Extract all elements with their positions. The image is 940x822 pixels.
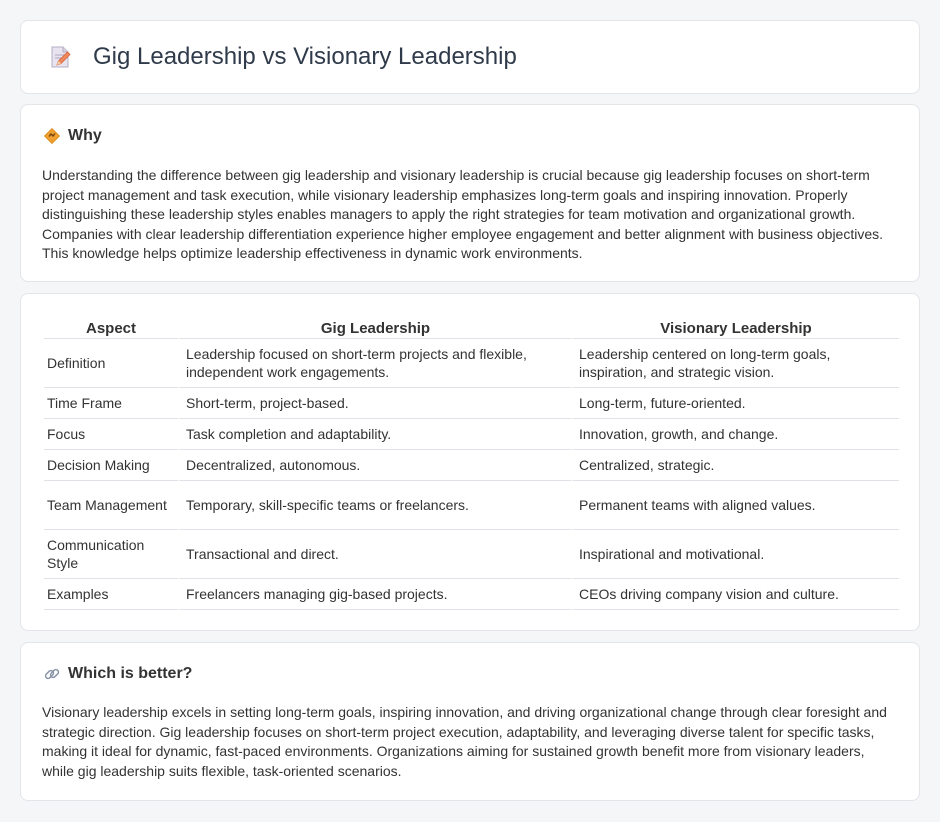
aspect-cell: Decision Making bbox=[44, 450, 178, 481]
aspect-cell: Team Management bbox=[44, 481, 178, 530]
comparison-table bbox=[44, 316, 899, 610]
gig-cell: Transactional and direct. bbox=[178, 530, 571, 579]
visionary-cell: Innovation, growth, and change. bbox=[571, 419, 899, 450]
link-icon bbox=[43, 665, 61, 683]
visionary-cell: Permanent teams with aligned values. bbox=[571, 481, 899, 530]
column-header-gig-leadership: Gig Leadership bbox=[178, 316, 571, 339]
why-text: Understanding the difference between gig leadership and visionary leadership is crucial because gig leadership focuses on short-term project management and task execution, while visionary leadership emphasizes long-term goals and inspiring innovation. Properly distinguishing these leadership styles enables managers to apply the right strategies for team motivation and organizational growth. Companies with clear leadership differentiation experience higher employee engagement and better alignment with business objectives. This knowledge helps optimize leadership effectiveness in dynamic work environments. bbox=[42, 167, 884, 261]
page-title: Gig Leadership vs Visionary Leadership bbox=[93, 43, 517, 70]
gig-cell: Decentralized, autonomous. bbox=[178, 450, 571, 481]
table-row bbox=[44, 388, 899, 419]
why-section bbox=[20, 104, 920, 282]
aspect-cell: Communication Style bbox=[44, 530, 178, 579]
aspect-cell: Focus bbox=[44, 419, 178, 450]
visionary-cell: Centralized, strategic. bbox=[571, 450, 899, 481]
visionary-cell: Leadership centered on long-term goals, inspiration, and strategic vision. bbox=[571, 339, 899, 388]
why-heading: Why bbox=[68, 127, 102, 144]
visionary-cell: CEOs driving company vision and culture. bbox=[571, 579, 899, 610]
table-row bbox=[44, 530, 899, 579]
pencil-document-icon bbox=[47, 44, 73, 70]
gig-cell: Temporary, skill-specific teams or freelancers. bbox=[178, 481, 571, 530]
which-is-better-text: Visionary leadership excels in setting long-term goals, inspiring innovation, and driving organizational change through clear foresight and strategic direction. Gig leadership focuses on short-term project execution, adaptability, and leveraging diverse talent for specific tasks, making it ideal for dynamic, fast-paced environments. Organizations aiming for sustained growth benefit more from visionary leaders, while gig leadership suits flexible, task-oriented scenarios. bbox=[42, 704, 887, 779]
aspect-cell: Examples bbox=[44, 579, 178, 610]
comparison-section bbox=[20, 293, 920, 631]
column-header-visionary-leadership: Visionary Leadership bbox=[571, 316, 899, 339]
title-card bbox=[20, 20, 920, 94]
gig-cell: Short-term, project-based. bbox=[178, 388, 571, 419]
table-row bbox=[44, 450, 899, 481]
aspect-cell: Definition bbox=[44, 339, 178, 388]
table-header-row bbox=[44, 316, 899, 339]
table-row bbox=[44, 419, 899, 450]
visionary-cell: Inspirational and motivational. bbox=[571, 530, 899, 579]
table-row bbox=[44, 339, 899, 388]
table-row bbox=[44, 481, 899, 530]
aspect-cell: Time Frame bbox=[44, 388, 178, 419]
gig-cell: Leadership focused on short-term projects and flexible, independent work engagements. bbox=[178, 339, 571, 388]
which-is-better-section bbox=[20, 642, 920, 801]
visionary-cell: Long-term, future-oriented. bbox=[571, 388, 899, 419]
which-is-better-heading: Which is better? bbox=[68, 665, 193, 682]
column-header-aspect: Aspect bbox=[44, 316, 178, 339]
table-row bbox=[44, 579, 899, 610]
gig-cell: Freelancers managing gig-based projects. bbox=[178, 579, 571, 610]
warning-diamond-icon bbox=[43, 127, 61, 145]
gig-cell: Task completion and adaptability. bbox=[178, 419, 571, 450]
